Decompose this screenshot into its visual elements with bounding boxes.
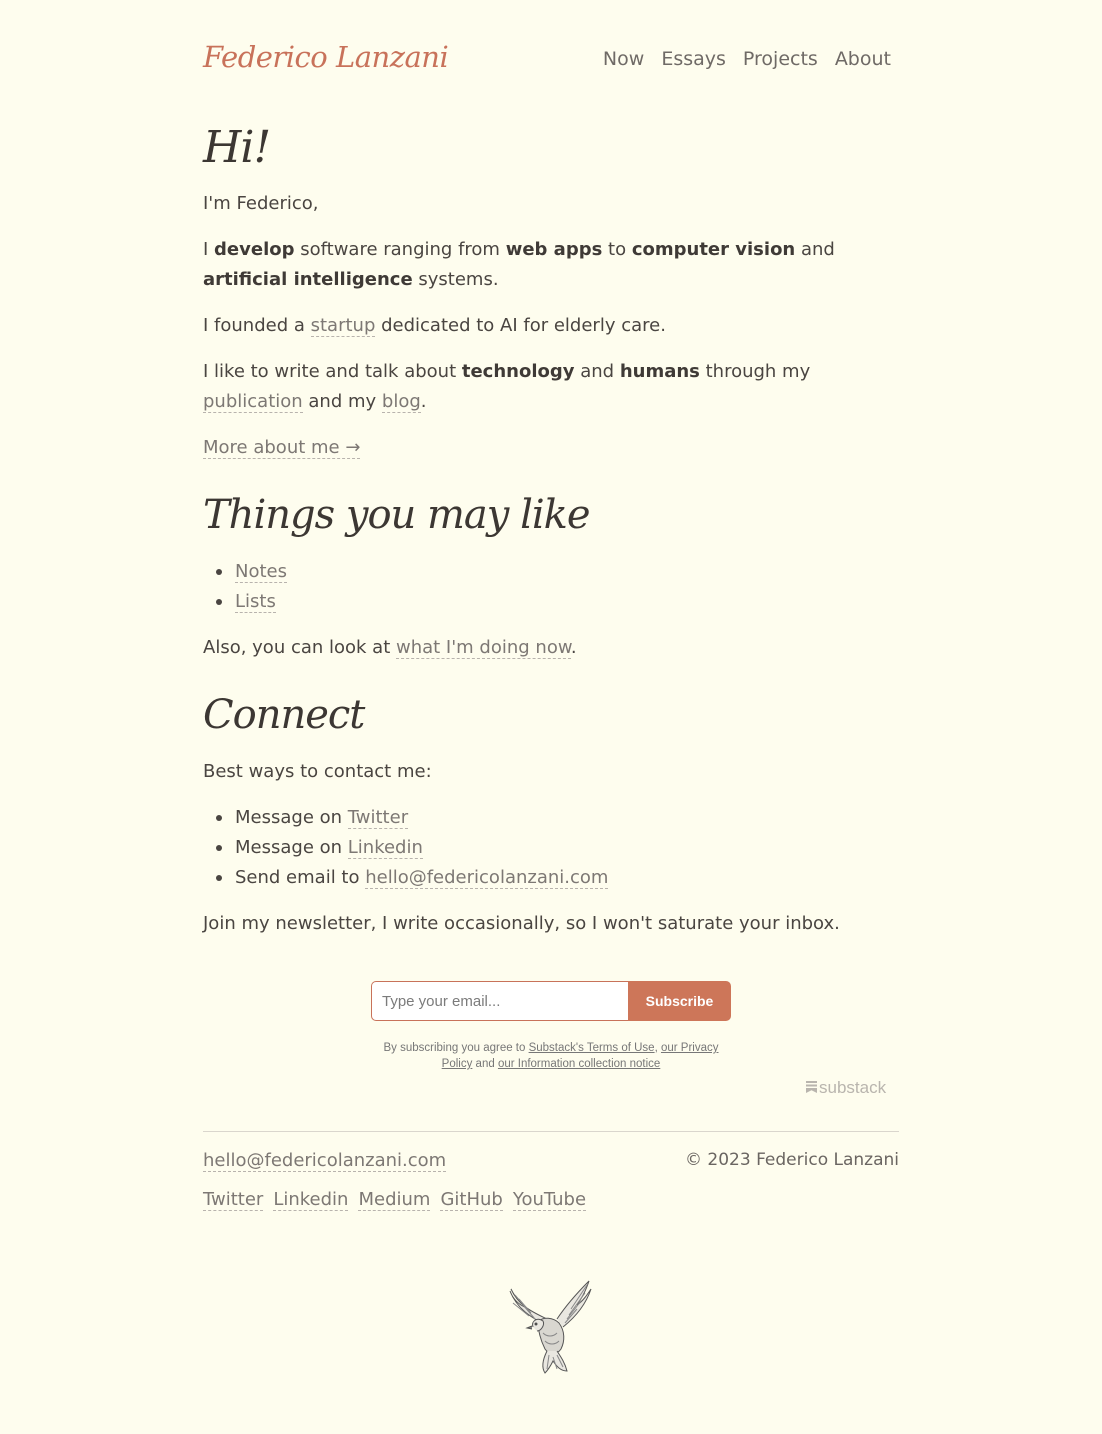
subscribe-button[interactable]: Subscribe [628, 981, 731, 1021]
contact-prefix: Message on [235, 837, 348, 858]
nav-essays[interactable]: Essays [661, 48, 726, 70]
hi-heading: Hi! [203, 122, 271, 173]
now-link[interactable]: what I'm doing now [395, 637, 571, 658]
also-prefix: Also, you can look at [203, 637, 396, 658]
dove-illustration [505, 1275, 597, 1380]
email-link[interactable]: hello@federicolanzani.com [365, 867, 609, 888]
footer-linkedin-link[interactable]: Linkedin [273, 1189, 349, 1210]
subscribe-form [371, 981, 731, 1021]
p1-bold-cv: computer vision [631, 239, 796, 260]
also-paragraph [203, 633, 903, 663]
contact-prefix: Message on [235, 807, 348, 828]
twitter-link[interactable]: Twitter [347, 807, 409, 828]
footer-youtube-link[interactable]: YouTube [512, 1189, 587, 1210]
list-item [203, 587, 287, 617]
footer-divider [203, 1131, 899, 1132]
substack-badge[interactable] [806, 1078, 886, 1098]
more-about-link[interactable]: More about me → [203, 437, 361, 458]
list-item [203, 803, 608, 833]
notes-link[interactable]: Notes [235, 561, 287, 582]
p1-bold-develop: develop [214, 239, 295, 260]
footer-twitter-link[interactable]: Twitter [203, 1189, 264, 1210]
footer-social-links [203, 1189, 586, 1211]
info-notice-link[interactable]: our Information collection notice [497, 1058, 661, 1070]
p1-text-f: systems. [412, 269, 499, 290]
more-about-paragraph [203, 433, 903, 463]
p1-text-d: to [602, 239, 632, 260]
list-item [203, 863, 608, 893]
intro-paragraph [203, 235, 903, 295]
p1-text-c: software ranging from [294, 239, 506, 260]
nav-about[interactable]: About [834, 48, 891, 70]
p3-bold-humans: humans [619, 361, 700, 382]
p3-text-a: I like to write and talk about [203, 361, 462, 382]
footer-email-link[interactable]: hello@federicolanzani.com [203, 1150, 447, 1171]
writing-paragraph [203, 357, 903, 417]
p1-text-e: and [795, 239, 835, 260]
newsletter-text: Join my newsletter, I write occasionally, so I won't saturate your inbox. [203, 913, 840, 934]
also-suffix: . [570, 637, 577, 658]
p1-bold-ai: artificial intelligence [203, 269, 413, 290]
contact-list [203, 803, 608, 893]
p3-text-d: and my [302, 391, 382, 412]
p1-text-a: I [203, 239, 215, 260]
lists-link[interactable]: Lists [235, 591, 276, 612]
substack-logo-icon [806, 1078, 817, 1098]
terms-text-c: and [472, 1058, 498, 1070]
publication-link[interactable]: publication [203, 391, 303, 412]
p2-text-a: I founded a [203, 315, 311, 336]
blog-link[interactable]: blog [381, 391, 421, 412]
footer-medium-link[interactable]: Medium [358, 1189, 431, 1210]
terms-text-a: By subscribing you agree to [383, 1042, 529, 1054]
p3-text-b: and [574, 361, 620, 382]
terms-text-b: , [654, 1042, 661, 1054]
startup-link[interactable]: startup [310, 315, 376, 336]
things-list [203, 557, 287, 617]
list-item [203, 833, 608, 863]
main-nav [603, 48, 891, 70]
linkedin-link[interactable]: Linkedin [347, 837, 423, 858]
things-heading: Things you may like [203, 492, 590, 538]
subscribe-terms [371, 1040, 731, 1072]
substack-brand: substack [819, 1078, 887, 1097]
p1-bold-webapps: web apps [505, 239, 603, 260]
startup-paragraph [203, 311, 903, 341]
p3-text-e: . [420, 391, 427, 412]
privacy-policy-link[interactable]: our Privacy Policy [441, 1042, 719, 1070]
terms-of-use-link[interactable]: Substack's Terms of Use [528, 1042, 655, 1054]
p2-text-b: dedicated to AI for elderly care. [375, 315, 666, 336]
p3-bold-technology: technology [461, 361, 575, 382]
connect-heading: Connect [203, 692, 365, 738]
footer-copyright: © 2023 Federico Lanzani [685, 1150, 899, 1170]
footer-github-link[interactable]: GitHub [440, 1189, 503, 1210]
nav-now[interactable]: Now [602, 48, 645, 70]
nav-projects[interactable]: Projects [742, 48, 818, 70]
contact-prefix: Send email to [235, 867, 366, 888]
email-input[interactable] [371, 981, 628, 1021]
p3-text-c: through my [699, 361, 811, 382]
contact-intro: Best ways to contact me: [203, 761, 432, 782]
site-logo[interactable]: Federico Lanzani [203, 40, 449, 74]
greeting-text: I'm Federico, [203, 193, 319, 214]
list-item [203, 557, 287, 587]
